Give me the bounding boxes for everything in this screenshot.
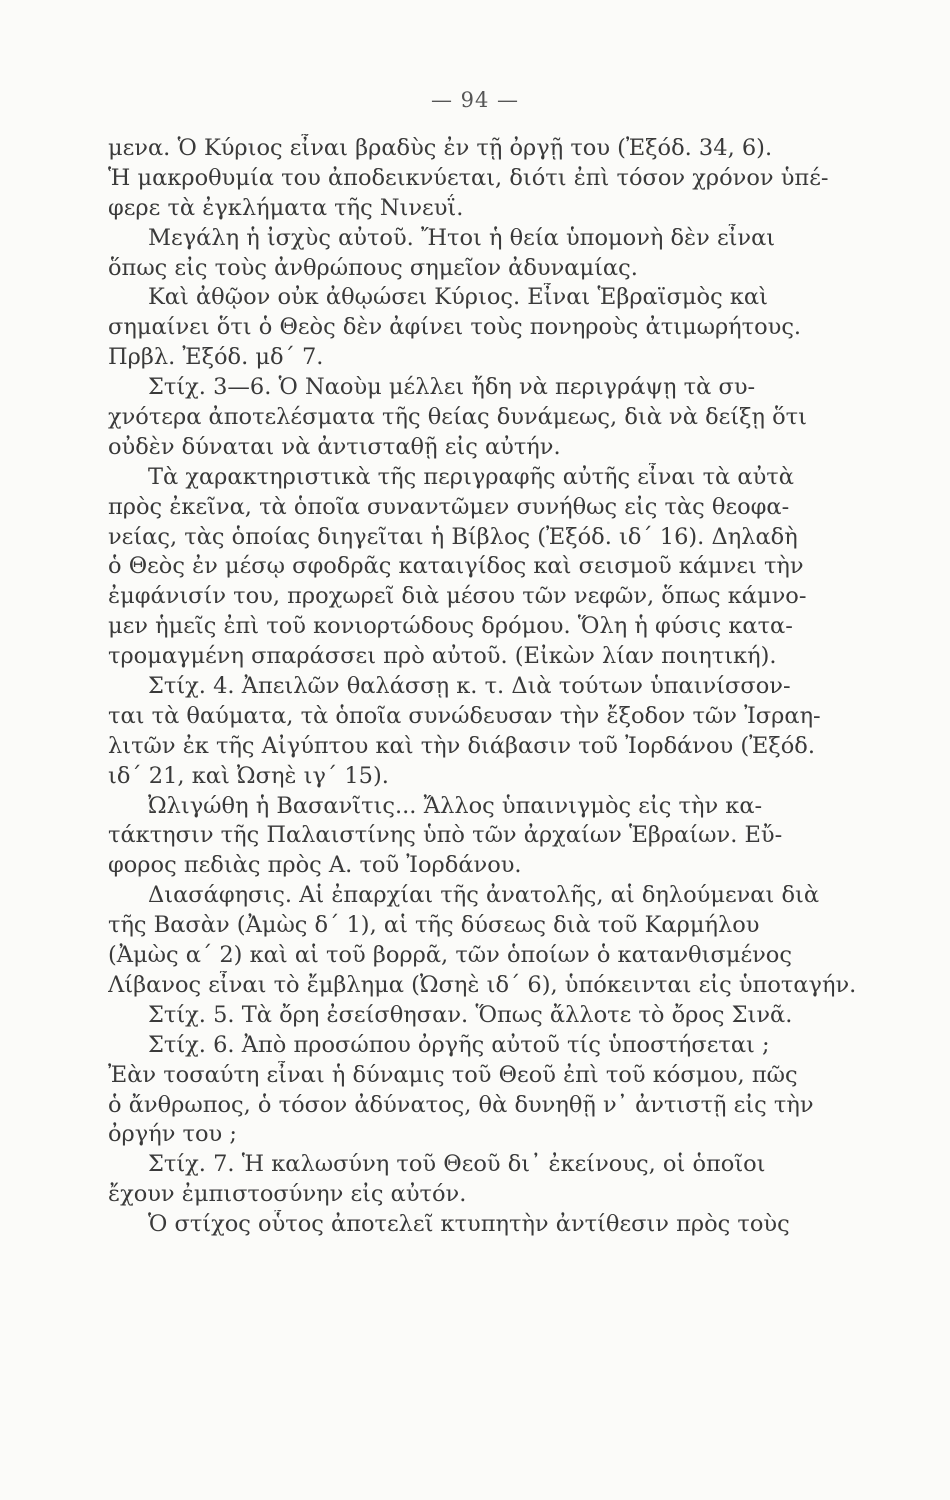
text-line: Πρβλ. Ἐξόδ. μδ΄ 7. xyxy=(108,344,324,371)
text-line: Καὶ ἀθῷον οὐκ ἀθῳώσει Κύριος. Εἶναι Ἑβραϊσμὸς καὶ xyxy=(148,284,768,311)
text-line: ἐμφάνισίν του, προχωρεῖ διὰ μέσου τῶν νεφῶν, ὅπως κάμνο- xyxy=(108,583,807,610)
text-line: ὀργήν του ; xyxy=(108,1121,237,1148)
text-line: μενα. Ὁ Κύριος εἶναι βραδὺς ἐν τῇ ὀργῇ του (Ἐξόδ. 34, 6). xyxy=(108,135,773,161)
text-line: Ἐὰν τοσαύτη εἶναι ἡ δύναμις τοῦ Θεοῦ ἐπὶ τοῦ κόσμου, πῶς xyxy=(108,1061,798,1088)
text-line: Στίχ. 5. Τὰ ὄρη ἐσείσθησαν. Ὅπως ἄλλοτε τὸ ὄρος Σινᾶ. xyxy=(148,1001,793,1028)
text-line: οὐδὲν δύναται νὰ ἀντισταθῇ εἰς αὐτήν. xyxy=(108,433,561,460)
text-line: ὁ Θεὸς ἐν μέσῳ σφοδρᾶς καταιγίδος καὶ σεισμοῦ κάμνει τὴν xyxy=(108,553,804,580)
text-line: Στίχ. 7. Ἡ καλωσύνη τοῦ Θεοῦ δι᾿ ἐκείνους, οἱ ὁποῖοι xyxy=(148,1151,766,1178)
text-line: Ὁ στίχος οὗτος ἀποτελεῖ κτυπητὴν ἀντίθεσιν πρὸς τοὺς xyxy=(148,1211,790,1238)
page-number: — 94 — xyxy=(430,88,520,112)
text-line: Ὠλιγώθη ἡ Βασανῖτις... Ἄλλος ὑπαινιγμὸς εἰς τὴν κα- xyxy=(148,792,763,819)
text-line: ται τὰ θαύματα, τὰ ὁποῖα συνώδευσαν τὴν ἔξοδον τῶν Ἰσραη- xyxy=(108,702,821,729)
text-line: ὅπως εἰς τοὺς ἀνθρώπους σημεῖον ἀδυναμίας. xyxy=(108,254,638,281)
text-line: νείας, τὰς ὁποίας διηγεῖται ἡ Βίβλος (Ἐξόδ. ιδ΄ 16). Δηλαδὴ xyxy=(108,523,798,550)
text-line: Λίβανος εἶναι τὸ ἔμβλημα (Ὠσηὲ ιδ΄ 6), ὑπόκεινται εἰς ὑποταγήν. xyxy=(108,971,857,998)
text-line: φορος πεδιὰς πρὸς Α. τοῦ Ἰορδάνου. xyxy=(108,852,522,879)
text-line: (Ἀμὼς α΄ 2) καὶ αἱ τοῦ βορρᾶ, τῶν ὁποίων ὁ κατανθισμένος xyxy=(108,942,792,969)
text-line: Στίχ. 6. Ἀπὸ προσώπου ὀργῆς αὐτοῦ τίς ὑποστήσεται ; xyxy=(148,1031,770,1058)
text-line: ἔχουν ἐμπιστοσύνην εἰς αὐτόν. xyxy=(108,1181,467,1208)
text-line: Στίχ. 3—6. Ὁ Ναοὺμ μέλλει ἤδη νὰ περιγράψῃ τὰ συ- xyxy=(148,374,756,401)
text-line: τρομαγμένη σπαράσσει πρὸ αὐτοῦ. (Εἰκὼν λίαν ποιητική). xyxy=(108,643,777,670)
text-line: σημαίνει ὅτι ὁ Θεὸς δὲν ἀφίνει τοὺς πονηροὺς ἀτιμωρήτους. xyxy=(108,314,802,341)
body-text xyxy=(108,134,878,1240)
text-line: πρὸς ἐκεῖνα, τὰ ὁποῖα συναντῶμεν συνήθως εἰς τὰς θεοφα- xyxy=(108,493,790,520)
text-line: Τὰ χαρακτηριστικὰ τῆς περιγραφῆς αὐτῆς εἶναι τὰ αὐτὰ xyxy=(148,463,794,490)
text-line: Διασάφησις. Αἱ ἐπαρχίαι τῆς ἀνατολῆς, αἱ δηλούμεναι διὰ xyxy=(148,882,820,909)
text-line: Μεγάλη ἡ ἰσχὺς αὐτοῦ. Ἤτοι ἡ θεία ὑπομονὴ δὲν εἶναι xyxy=(148,224,776,251)
text-line: φερε τὰ ἐγκλήματα τῆς Νινευΐ. xyxy=(108,194,464,221)
text-line: Στίχ. 4. Ἀπειλῶν θαλάσσῃ κ. τ. Διὰ τούτων ὑπαινίσσον- xyxy=(148,673,791,700)
text-line: ιδ΄ 21, καὶ Ὠσηὲ ιγ΄ 15). xyxy=(108,762,389,789)
text-line: τάκτησιν τῆς Παλαιστίνης ὑπὸ τῶν ἀρχαίων Ἑβραίων. Εὔ- xyxy=(108,822,783,849)
text-line: χνότερα ἀποτελέσματα τῆς θείας δυνάμεως, διὰ νὰ δείξῃ ὅτι xyxy=(108,404,807,431)
text-line: τῆς Βασὰν (Ἀμὼς δ΄ 1), αἱ τῆς δύσεως διὰ τοῦ Καρμήλου xyxy=(108,912,760,939)
text-line: Ἡ μακροθυμία του ἀποδεικνύεται, διότι ἐπὶ τόσον χρόνον ὑπέ- xyxy=(108,164,829,191)
text-line: λιτῶν ἐκ τῆς Αἰγύπτου καὶ τὴν διάβασιν τοῦ Ἰορδάνου (Ἐξόδ. xyxy=(108,732,815,759)
text-line: ὁ ἄνθρωπος, ὁ τόσον ἀδύνατος, θὰ δυνηθῇ ν᾿ ἀντιστῇ εἰς τὴν xyxy=(108,1091,814,1118)
text-line: μεν ἡμεῖς ἐπὶ τοῦ κονιορτώδους δρόμου. Ὅλη ἡ φύσις κατα- xyxy=(108,613,793,640)
